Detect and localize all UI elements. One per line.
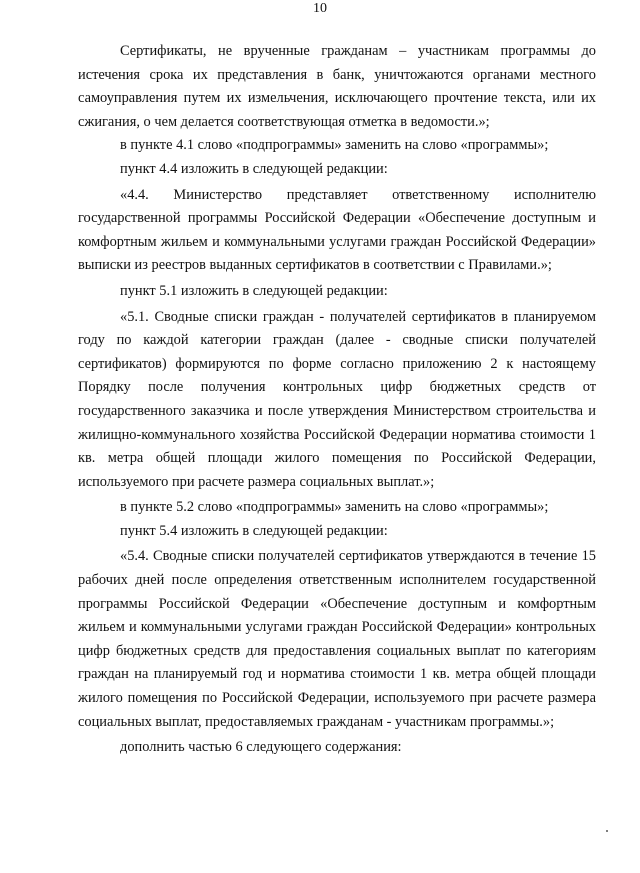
paragraph-clause-4-4-text: «4.4. Министерство представляет ответственному исполнителю государственной программы Российской Федерации «Обеспечение доступным и комфортным жильем и коммунальными услугами граждан Российской Федерации» выписки из реестров выданных сертификатов в соответствии с Правилами.»; <box>78 186 596 274</box>
paragraph-clause-4-4-intro: пункт 4.4 изложить в следующей редакции: <box>120 160 388 177</box>
paragraph-certificates-destruction: Сертификаты, не врученные гражданам – участникам программы до истечения срока их представления в банк, уничтожаются органами местного самоуправления путем их измельчения, исключающего прочтение текста, или их сжигания, о чем делается соответствующая отметка в ведомости.»; <box>78 43 596 130</box>
paragraph-clause-4-1-amendment: в пункте 4.1 слово «подпрограммы» заменить на слово «программы»; <box>120 137 549 154</box>
paragraph-clause-5-4-text: «5.4. Сводные списки получателей сертификатов утверждаются в течение 15 рабочих дней после определения ответственным исполнителем государственной программы Российской Федерации «Обеспечение доступным и комфортным жильем и коммунальными услугами граждан Российской Федерации» контрольных цифр бюджетных средств для предоставления социальных выплат по категориям граждан на планируемый год и норматива стоимости 1 кв. метра общей площади жилого помещения по Российской Федерации, используемого при расчете размера социальных выплат, предоставляемых гражданам - участникам программы.»; <box>78 548 596 730</box>
paragraph-clause-5-2-amendment: в пункте 5.2 слово «подпрограммы» заменить на слово «программы»; <box>120 499 549 516</box>
paragraph-clause-5-1-intro: пункт 5.1 изложить в следующей редакции: <box>120 282 388 299</box>
document-body <box>78 40 596 760</box>
scan-speck <box>606 830 608 832</box>
paragraph-clause-5-1-text: «5.1. Сводные списки граждан - получателей сертификатов в планируемом году по каждой категории граждан (далее - сводные списки получателей сертификатов) формируются по форме согласно приложению 2 к настоящему Порядку после получения контрольных цифр бюджетных средств от государственного заказчика и после утверждения Министерством строительства и жилищно-коммунального хозяйства Российской Федерации норматива стоимости 1 кв. метра общей площади жилого помещения по Российской Федерации, используемого при расчете размера социальных выплат.»; <box>78 308 596 490</box>
paragraph-clause-5-4-intro: пункт 5.4 изложить в следующей редакции: <box>120 522 388 539</box>
page-number: 10 <box>313 1 327 16</box>
paragraph-part-6-addition: дополнить частью 6 следующего содержания: <box>120 739 402 756</box>
